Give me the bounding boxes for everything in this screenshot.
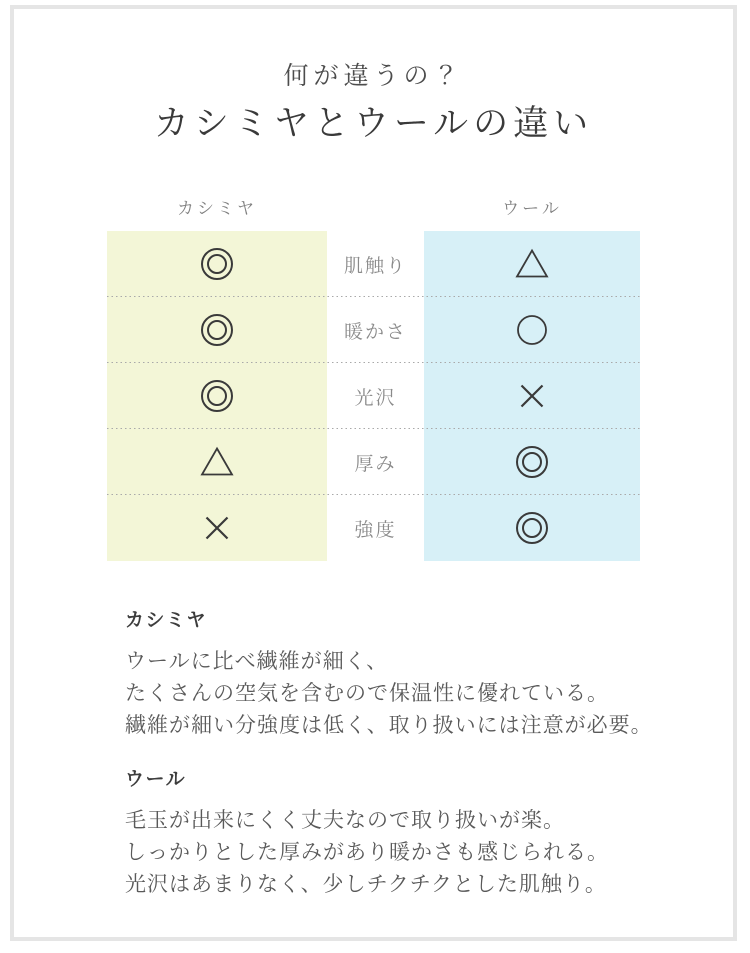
table-row xyxy=(107,363,640,429)
description-line: 繊維が細い分強度は低く、取り扱いには注意が必要。 xyxy=(125,714,653,737)
wool-rating-cell xyxy=(424,495,640,561)
description-line: 光沢はあまりなく、少しチクチクとした肌触り。 xyxy=(125,873,607,896)
cashmere-rating-cell xyxy=(107,231,327,297)
description-line: 毛玉が出来にくく丈夫なので取り扱いが楽。 xyxy=(125,809,565,832)
cashmere-column-header: カシミヤ xyxy=(177,199,257,218)
criterion-cell xyxy=(327,297,424,363)
description-line: たくさんの空気を含むので保温性に優れている。 xyxy=(125,682,609,705)
wool-section-heading: ウール xyxy=(125,769,187,790)
description-line: ウールに比べ繊維が細く、 xyxy=(125,650,389,673)
table-row xyxy=(107,429,640,495)
page-subtitle: 何が違うの？ xyxy=(283,63,464,90)
row-label: 肌触り xyxy=(343,255,407,277)
cashmere-rating-cell xyxy=(107,297,327,363)
wool-rating-cell xyxy=(424,363,640,429)
table-row xyxy=(107,297,640,363)
wool-rating-cell xyxy=(424,429,640,495)
cross-icon xyxy=(514,378,550,414)
row-label: 厚み xyxy=(354,453,397,475)
cashmere-rating-cell xyxy=(107,495,327,561)
cashmere-rating-cell xyxy=(107,363,327,429)
description-line: しっかりとした厚みがあり暖かさも感じられる。 xyxy=(125,841,609,864)
wool-description-section xyxy=(125,767,733,901)
double-circle-icon xyxy=(199,246,235,282)
double-circle-icon xyxy=(199,312,235,348)
double-circle-icon xyxy=(514,510,550,546)
circle-icon xyxy=(514,312,550,348)
cashmere-rating-cell xyxy=(107,429,327,495)
table-column-headers xyxy=(107,197,640,221)
table-row xyxy=(107,495,640,561)
comparison-table xyxy=(107,197,640,561)
cashmere-description-section xyxy=(125,608,733,742)
wool-rating-cell xyxy=(424,297,640,363)
row-label: 強度 xyxy=(354,519,397,541)
row-label: 光沢 xyxy=(354,387,397,409)
cross-icon xyxy=(199,510,235,546)
cashmere-section-heading: カシミヤ xyxy=(125,610,208,631)
description-sections xyxy=(14,608,733,901)
page-frame xyxy=(10,5,737,941)
criterion-cell xyxy=(327,495,424,561)
row-label: 暖かさ xyxy=(343,321,407,343)
criterion-cell xyxy=(327,429,424,495)
triangle-icon xyxy=(514,246,550,282)
page-title: カシミヤとウールの違い xyxy=(153,104,594,143)
triangle-icon xyxy=(199,444,235,480)
criterion-cell xyxy=(327,363,424,429)
criterion-cell xyxy=(327,231,424,297)
wool-rating-cell xyxy=(424,231,640,297)
double-circle-icon xyxy=(514,444,550,480)
double-circle-icon xyxy=(199,378,235,414)
table-row xyxy=(107,231,640,297)
wool-column-header: ウール xyxy=(502,199,562,218)
